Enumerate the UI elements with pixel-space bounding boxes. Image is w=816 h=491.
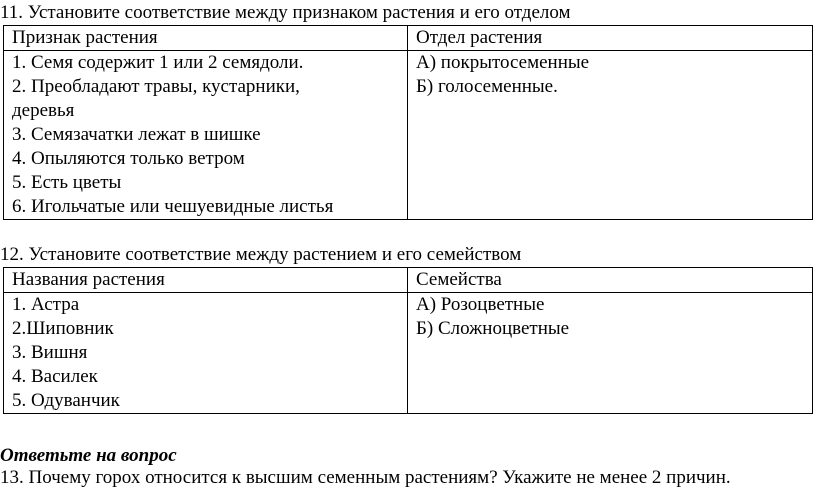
- division-option-a: А) покрытосеменные: [416, 52, 590, 73]
- family-option-a: А) Розоцветные: [416, 294, 545, 315]
- question-12-title: 12. Установите соответствие между растением и его семейством: [0, 244, 522, 265]
- feature-item-4: 4. Опыляются только ветром: [12, 148, 245, 169]
- feature-item-3: 3. Семязачатки лежат в шишке: [12, 124, 261, 145]
- feature-list-cell: [4, 51, 408, 220]
- family-list-cell: [408, 293, 813, 414]
- feature-item-5: 5. Есть цветы: [12, 172, 122, 193]
- division-list-cell: [408, 51, 813, 220]
- table-row: [4, 293, 813, 414]
- question-11-title: 11. Установите соответствие между признаком растения и его отделом: [0, 2, 571, 23]
- plant-item-5: 5. Одуванчик: [12, 390, 120, 411]
- feature-item-1: 1. Семя содержит 1 или 2 семядоли.: [12, 52, 304, 73]
- family-option-b: Б) Сложноцветные: [416, 318, 570, 339]
- table-plant-family: [3, 267, 813, 414]
- answer-heading: Ответьте на вопрос: [0, 445, 177, 466]
- table-row: [4, 51, 813, 220]
- column-header-feature: Признак растения: [4, 26, 408, 51]
- table-header-row: [4, 268, 813, 293]
- division-option-b: Б) голосеменные.: [416, 76, 558, 97]
- plant-item-2: 2.Шиповник: [12, 318, 114, 339]
- column-header-division: Отдел растения: [408, 26, 813, 51]
- table-plant-feature-division: [3, 25, 813, 220]
- plant-item-3: 3. Вишня: [12, 342, 88, 363]
- plant-item-4: 4. Василек: [12, 366, 98, 387]
- feature-item-6: 6. Игольчатые или чешуевидные листья: [12, 196, 334, 217]
- table-header-row: [4, 26, 813, 51]
- question-13-text: 13. Почему горох относится к высшим семенным растениям? Укажите не менее 2 причин.: [0, 467, 731, 488]
- feature-item-2: 2. Преобладают травы, кустарники, деревья: [12, 76, 300, 121]
- column-header-plant-name: Названия растения: [4, 268, 408, 293]
- column-header-family: Семейства: [408, 268, 813, 293]
- plant-list-cell: [4, 293, 408, 414]
- plant-item-1: 1. Астра: [12, 294, 80, 315]
